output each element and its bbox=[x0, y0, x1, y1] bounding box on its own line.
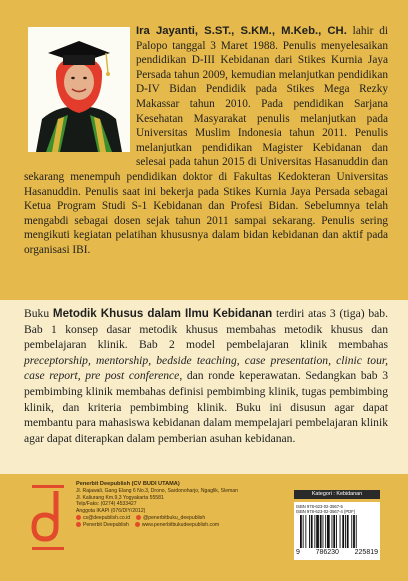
publisher-phone: Telp/Faks: (0274) 4533427 bbox=[76, 501, 137, 508]
facebook-icon bbox=[76, 522, 81, 527]
author-name: Ira Jayanti, S.ST., S.KM., M.Keb., CH. bbox=[136, 25, 347, 37]
barcode-digit-lead: 9 bbox=[296, 549, 300, 556]
publisher-logo-icon bbox=[26, 481, 70, 555]
social-instagram bbox=[136, 515, 205, 522]
social-facebook bbox=[76, 522, 129, 529]
desc-lead: Buku bbox=[24, 307, 53, 320]
learning-methods: preceptorship, mentorship, bedside teaching, case presentation, clinic tour, case report, pre post conference bbox=[24, 353, 388, 383]
social-website-text: www.penerbitbukudeepublish.com bbox=[141, 521, 220, 528]
social-email bbox=[76, 515, 130, 522]
barcode bbox=[300, 515, 374, 548]
publisher-name: Penerbit Deepublish (CV BUDI UTAMA) bbox=[76, 481, 180, 487]
globe-icon bbox=[135, 522, 140, 527]
book-description bbox=[24, 306, 388, 446]
isbn-print: ISBN 978-623-02-3567-5 bbox=[296, 504, 343, 509]
publisher-address-2: Jl. Kaliurang Km.9,3 Yogyakarta 55581 bbox=[76, 494, 164, 501]
isbn-pdf: ISBN 978-623-02-3567-4 (PDF) bbox=[296, 509, 356, 514]
barcode-digit-group-1: 786230 bbox=[315, 549, 339, 556]
publisher-ikapi: Anggota IKAPI (076/DIY/2012) bbox=[76, 507, 146, 514]
barcode-digits bbox=[296, 549, 378, 557]
author-bio bbox=[24, 24, 388, 258]
isbn-box bbox=[294, 502, 380, 560]
publisher-socials-row-1 bbox=[76, 515, 288, 522]
desc-part2: , dan ronde keperawatan. Sedangkan bab 3 pembimbing klinik membahas definisi pembimbing klinik, tugas pembimbing klinik, dan kriteria pembimbing klinik. Buku ini disusun agar dapat membantu para mahasiswa kebidanan dalam mempelajari pembelajaran klinik agar dapat diterapkan dalam pemberian asuhan kebidanan. bbox=[24, 369, 388, 445]
facebook-icon bbox=[136, 515, 141, 520]
social-website bbox=[135, 522, 219, 529]
author-bio-text: lahir di Palopo tanggal 3 Maret 1988. Penulis menyelesaikan pendidikan D-III Kebidanan dari Stikes Kurnia Jaya Persada tahun 2009, kemudian melanjutkan pendidikan D-IV Bidan Pendidik pada Stikes Mega Rezky Makassar tahun 2010. Pada pendidikan Sarjana Kesehatan Masyarakat penulis melanjutkan pada Universitas Muslim Indonesia tahun 2011. Penulis melanjutkan pendidikan Magister Kebidanan dan selesai pada tahun 2015 di Universitas Hasanuddin dan sekarang menempuh pendidikan doktor di Fakultas Kedokteran Universitas Hasanuddin. Penulis saat ini bekerja pada Stikes Kurnia Jaya Persada sebagai Ketua Program Studi S-1 Kebidanan dan Profesi Bidan. Sebelumnya telah mengabdi sebagai dosen sejak tahun 2011 sampai sekarang. Penulis sering mengikuti kegiatan pelatihan khususnya dalam bidan kebidanan dan aktif pada organisasi IBI. bbox=[24, 25, 388, 256]
barcode-digit-group-2: 225819 bbox=[354, 549, 378, 556]
instagram-icon bbox=[76, 515, 81, 520]
social-email-text: cs@deepublish.co.id bbox=[83, 514, 131, 521]
publisher-address-1: Jl. Rajawali, Gang Elang 6 No.3, Drono, Sardonoharjo, Ngaglik, Sleman bbox=[76, 488, 238, 495]
publisher-info bbox=[76, 481, 288, 529]
publisher-socials-row-2 bbox=[76, 522, 288, 529]
photo-spacer bbox=[24, 24, 136, 156]
social-facebook-text: Penerbit Deepublish bbox=[83, 521, 129, 528]
desc-part1: terdiri atas 3 (tiga) bab. Bab 1 konsep dasar metodik khusus membahas metodik khusus dan pembelajaran klinik. Bab 2 model pembelajaran klinik membahas bbox=[24, 307, 388, 352]
book-title: Metodik Khusus dalam Ilmu Kebidanan bbox=[52, 307, 273, 320]
category-label: Kategori : Kebidanan bbox=[294, 490, 380, 499]
social-instagram-text: @penerbitbuku_deepublish bbox=[143, 514, 206, 521]
